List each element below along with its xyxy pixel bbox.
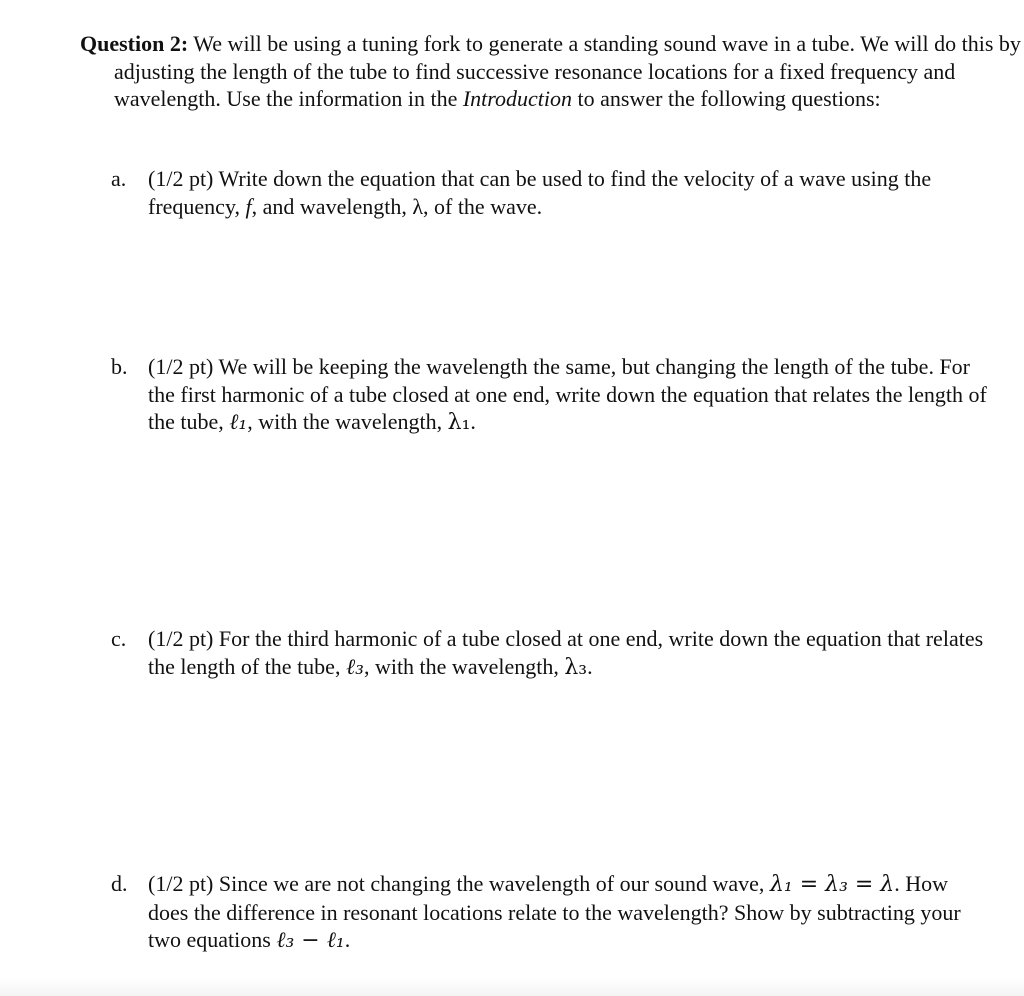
part-d-body (148, 870, 991, 955)
part-c-body (148, 625, 991, 681)
part-b-text-1: (1/2 pt) We will be keeping the wavelength the same, but changing the length of the tube. For the first harmonic of a tube closed at one end, write down the equation that relates the length of the tube, (148, 354, 987, 434)
question-label: Question 2: (80, 31, 189, 56)
length-difference-expression: ℓ₃ − ℓ₁ (276, 928, 345, 953)
part-d-letter: d. (111, 871, 128, 896)
part-b-text-2: , with the wavelength, (247, 409, 448, 434)
frequency-symbol: f (245, 193, 252, 219)
part-d (111, 870, 991, 955)
question-text-2: to answer the following questions: (572, 86, 881, 111)
part-a-letter: a. (111, 166, 127, 191)
part-a-body (148, 165, 991, 220)
introduction-reference: Introduction (462, 86, 573, 111)
lambda-3-symbol: λ₃ (564, 654, 588, 680)
part-a-text-1: (1/2 pt) Write down the equation that can be used to find the velocity of a wave using the frequency, (148, 166, 932, 219)
part-b-text-3: . (470, 409, 476, 434)
part-c-text-3: . (587, 653, 593, 679)
part-b-letter: b. (111, 354, 128, 379)
part-a-text-2: , and wavelength, λ, of the wave. (251, 193, 543, 219)
page-bottom-edge (0, 978, 1024, 996)
part-b-body (148, 353, 991, 437)
part-c-text-1: (1/2 pt) For the third harmonic of a tube closed at one end, write down the equation that relates the length of the tube, (148, 626, 984, 679)
length-l3-symbol: ℓ₃ (345, 654, 364, 680)
part-d-text-2: . How does the difference in resonant locations relate to the wavelength? Show by subtracting your two equations (148, 871, 961, 952)
lambda-1-symbol: λ₁ (447, 410, 471, 435)
question-2-intro (80, 30, 1024, 113)
length-l1-symbol: ℓ₁ (229, 410, 248, 435)
part-d-text-1: (1/2 pt) Since we are not changing the wavelength of our sound wave, (148, 871, 770, 896)
wavelength-equality-equation: λ₁ = λ₃ = λ (769, 872, 895, 897)
part-d-text-3: . (344, 927, 351, 952)
part-b (111, 353, 991, 437)
question-text-1: We will be using a tuning fork to generate a standing sound wave in a tube. We will do this by adjusting the length of the tube to find successive resonance locations for a fixed frequency and wavelength. Use the information in the (114, 31, 1021, 111)
part-a (111, 165, 991, 220)
part-c-letter: c. (111, 626, 127, 651)
part-c-text-2: , with the wavelength, (363, 653, 565, 679)
part-c (111, 625, 991, 681)
